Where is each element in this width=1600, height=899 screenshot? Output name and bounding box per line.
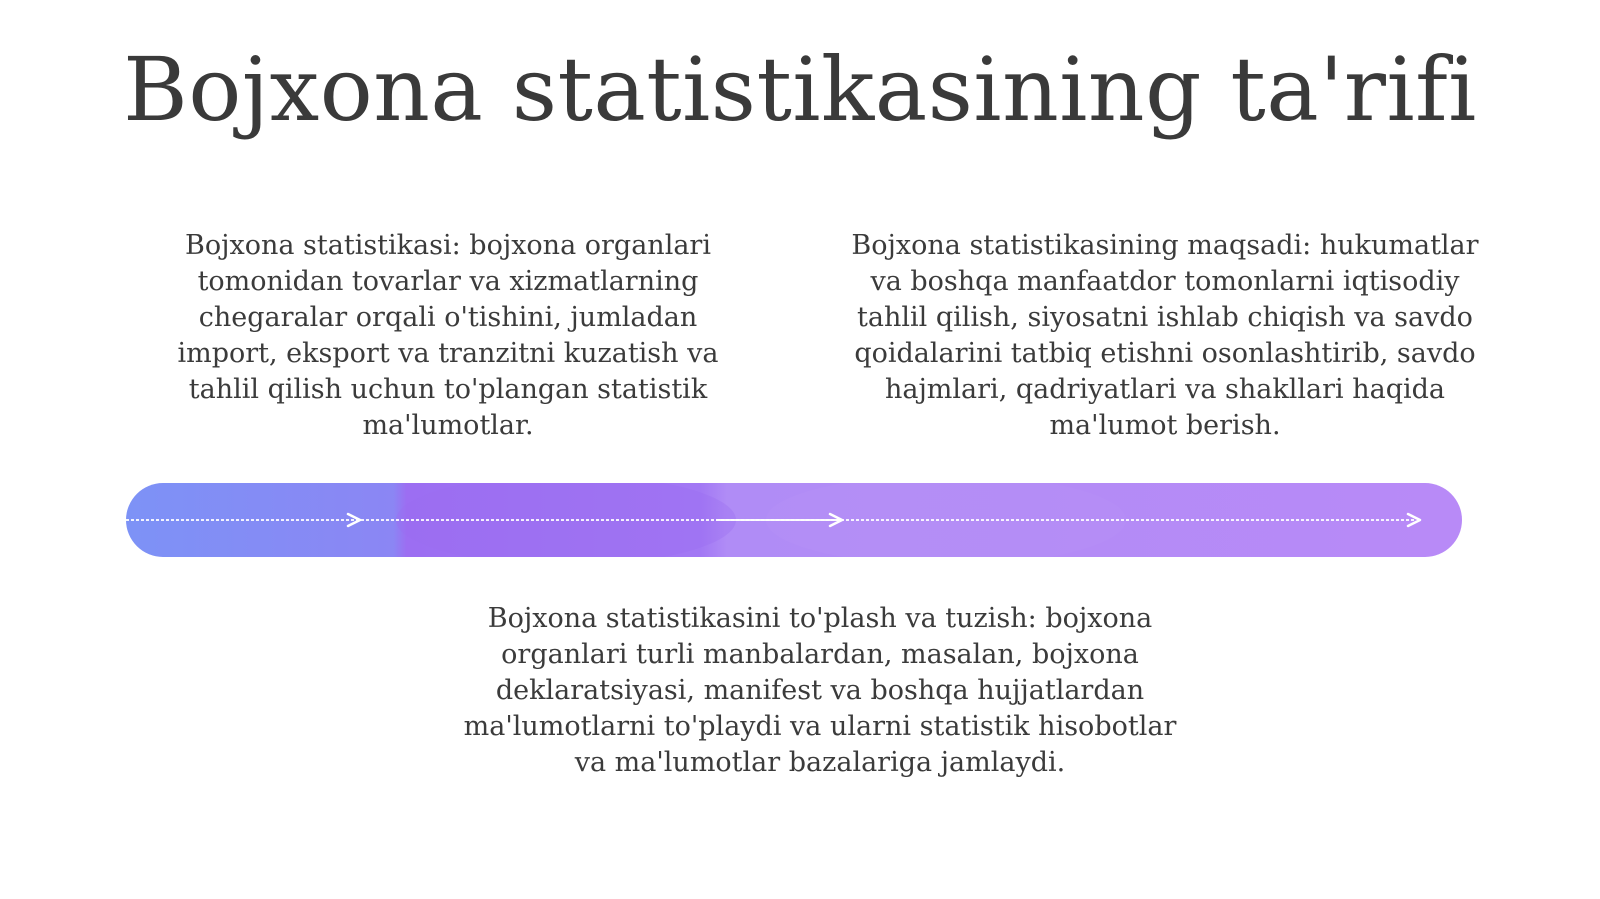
timeline-graphic bbox=[126, 483, 1462, 557]
collection-text: Bojxona statistikasini to'plash va tuzish: bojxona organlari turli manbalardan, masalan, bojxona deklaratsiyasi, manifest va boshqa hujjatlardan ma'lumotlarni to'playdi va ularni statistik hisobotlar va ma'lumotlar bazalariga jamlaydi. bbox=[463, 603, 1177, 778]
slide-title: Bojxona statistikasining ta'rifi bbox=[123, 38, 1477, 141]
timeline-bar bbox=[126, 483, 1462, 557]
purpose-text: Bojxona statistikasining maqsadi: hukumatlar va boshqa manfaatdor tomonlarni iqtisodiy tahlil qilish, siyosatni ishlab chiqish va savdo qoidalarini tatbiq etishni osonlashtirib, savdo hajmlari, qadriyatlari va shakllari haqida ma'lumot berish. bbox=[851, 230, 1479, 441]
definition-text: Bojxona statistikasi: bojxona organlari tomonidan tovarlar va xizmatlarning chegaralar orqali o'tishini, jumladan import, eksport va tranzitni kuzatish va tahlil qilish uchun to'plangan statistik ma'lumotlar. bbox=[177, 230, 719, 441]
